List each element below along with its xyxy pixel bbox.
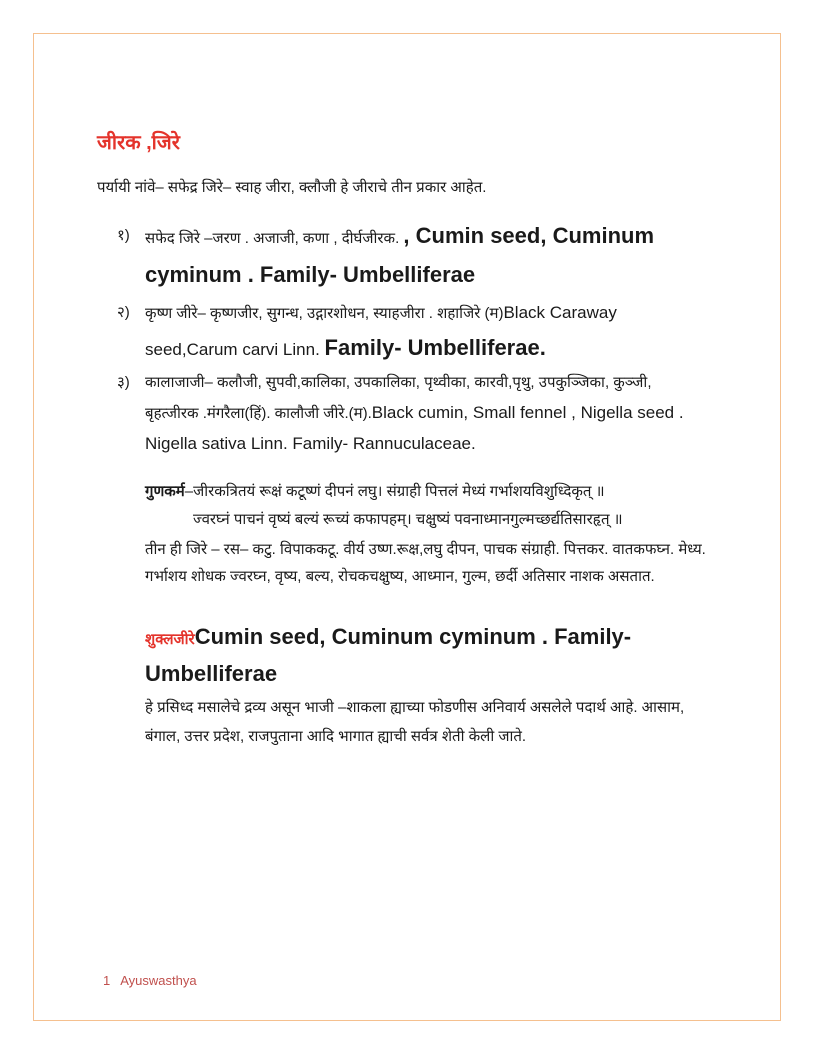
synonyms-line: पर्यायी नांवे– सफेद्र जिरे– स्वाह जीरा, क्लौजी हे जीराचे तीन प्रकार आहेत. <box>97 179 487 196</box>
list-item <box>117 296 707 368</box>
list-item-family-name: Family- Umbelliferae. <box>324 335 546 360</box>
list-item-botanical-name: , Cumin seed, Cuminum cyminum . Family- Umbelliferae <box>145 223 655 287</box>
list-item-english-text: Black Caraway seed,Carum carvi Linn. <box>145 303 617 359</box>
list-item-number: २) <box>117 304 130 321</box>
properties-paragraph: तीन ही जिरे – रस– कटु. विपाककटू. वीर्य उष्ण.रूक्ष,लघु दीपन, पाचक संग्राही. पित्तकर. वातकफघ्न. मेध्य. गर्भाशय शोधक ज्वरघ्न, वृष्य, बल्य, रोचकचक्षुष्य, आध्मान, गुल्म, छर्दी अतिसार नाशक असतात. <box>145 541 706 585</box>
cumin-types-list <box>117 218 707 460</box>
list-item-number: ३) <box>117 374 130 391</box>
list-item <box>117 218 707 296</box>
gunakarma-verse <box>145 478 705 534</box>
description-paragraph: हे प्रसिध्द मसालेचे द्रव्य असून भाजी –शाकला ह्याच्या फोडणीस अनिवार्य असलेले पदार्थ आहे. आसाम, बंगाल, उत्तर प्रदेश, राजपुताना आदि भागात ह्याची सर्वत्र शेती केली जाते. <box>145 699 685 745</box>
list-item-marathi-text: सफेद जिरे –जरण . अजाजी, कणा , दीर्घजीरक. <box>145 230 404 247</box>
page-title: जीरक ,जिरे <box>97 132 180 154</box>
page-number: 1 <box>103 973 111 988</box>
list-item-marathi-text: कालाजाजी– कलौजी, सुपवी,कालिका, उपकालिका, पृथ्वीका, कारवी,पृथु, उपकुञ्जिका, कुञ्जी, बृहत्जीरक .मंगरैला(हिं). कालौजी जीरे.(म). <box>145 374 652 422</box>
verse-line-2: ज्वरघ्नं पाचनं वृष्यं बल्यं रूच्यं कफापहम्। चक्षुष्यं पवनाध्मानगुल्मच्छर्द्यतिसारहृत् ॥ <box>193 511 623 528</box>
verse-line-1 <box>145 478 705 506</box>
shukla-jire-label: शुक्लजीरे <box>145 631 195 648</box>
list-item-number: १) <box>117 227 130 244</box>
shukla-jire-heading <box>145 620 690 694</box>
footer-text: Ayuswasthya <box>120 973 197 988</box>
shukla-jire-botanical-name: Cumin seed, Cuminum cyminum . Family- Umbelliferae <box>145 624 632 686</box>
page-footer <box>103 972 197 990</box>
gunakarma-label: गुणकर्म <box>145 483 185 500</box>
verse-text-1: –जीरकत्रितयं रूक्षं कटूष्णं दीपनं लघु। संग्राही पित्तलं मेध्यं गर्भाशयविशुध्दिकृत् ॥ <box>184 483 605 500</box>
list-item-marathi-text: कृष्ण जीरे– कृष्णजीर, सुगन्ध, उद्गारशोधन, स्याहजीरा . शहाजिरे (म) <box>145 305 504 322</box>
list-item <box>117 368 707 460</box>
list-item-english-text: Black cumin, Small fennel , Nigella seed . Nigella sativa Linn. Family- Rannuculaceae. <box>145 403 684 453</box>
